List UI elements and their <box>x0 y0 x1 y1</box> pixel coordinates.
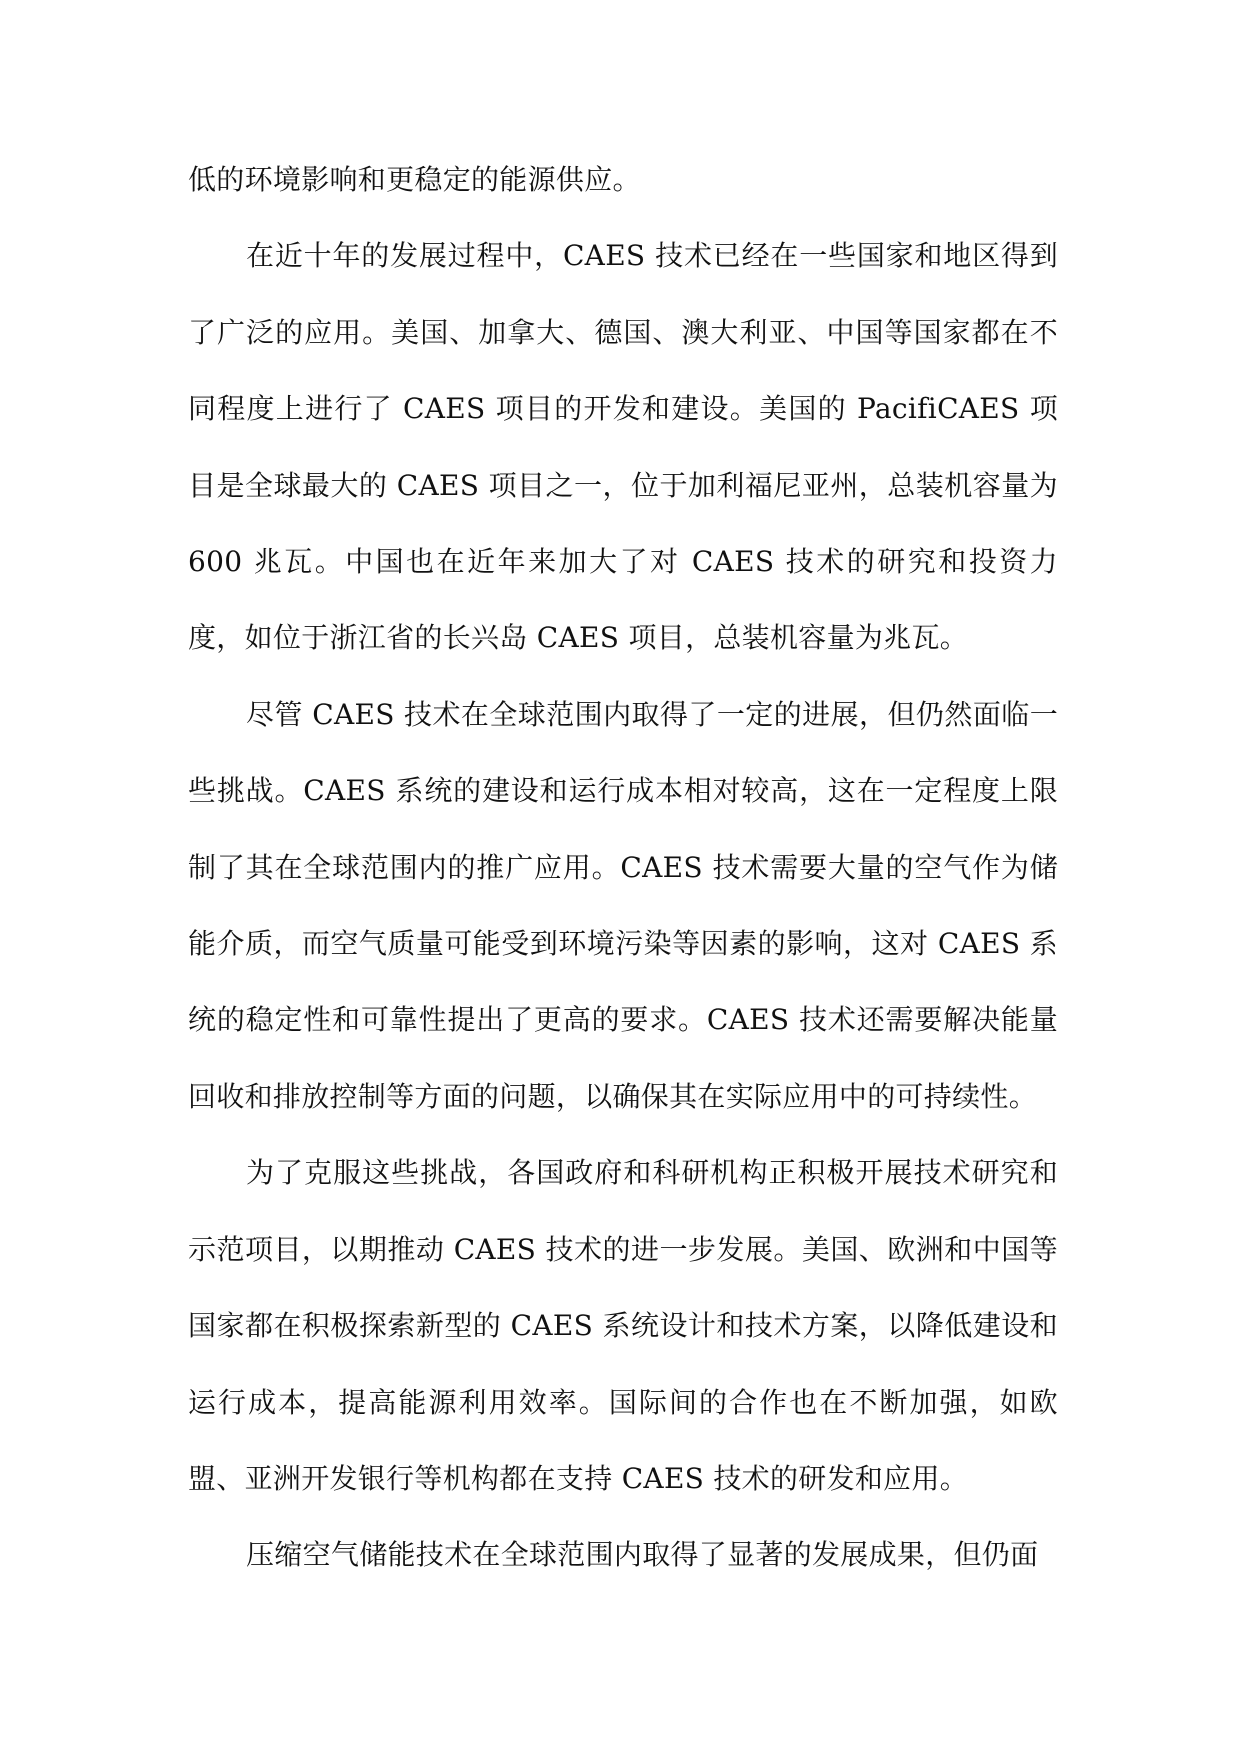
paragraph-caes-applications: 在近十年的发展过程中，CAES 技术已经在一些国家和地区得到了广泛的应用。美国、加拿大、德国、澳大利亚、中国等国家都在不同程度上进行了 CAES 项目的开发和建设。美国的 PacifiCAES 项目是全球最大的 CAES 项目之一，位于加利福尼亚州，总装机容量为 600 兆瓦。中国也在近年来加大了对 CAES 技术的研究和投资力度，如位于浙江省的长兴岛 CAES 项目，总装机容量为兆瓦。 <box>188 239 1058 655</box>
body-text <box>188 142 1058 1594</box>
paragraph-conclusion-start: 压缩空气储能技术在全球范围内取得了显著的发展成果，但仍面 <box>246 1538 1039 1572</box>
paragraph-overcoming-challenges: 为了克服这些挑战，各国政府和科研机构正积极开展技术研究和示范项目，以期推动 CAES 技术的进一步发展。美国、欧洲和中国等国家都在积极探索新型的 CAES 系统设计和技术方案，以降低建设和运行成本，提高能源利用效率。国际间的合作也在不断加强，如欧盟、亚洲开发银行等机构都在支持 CAES 技术的研发和应用。 <box>188 1156 1058 1495</box>
paragraph-caes-challenges: 尽管 CAES 技术在全球范围内取得了一定的进展，但仍然面临一些挑战。CAES 系统的建设和运行成本相对较高，这在一定程度上限制了其在全球范围内的推广应用。CAES 技术需要大量的空气作为储能介质，而空气质量可能受到环境污染等因素的影响，这对 CAES 系统的稳定性和可靠性提出了更高的要求。CAES 技术还需要解决能量回收和排放控制等方面的问题，以确保其在实际应用中的可持续性。 <box>188 697 1058 1113</box>
paragraph-continuation: 低的环境影响和更稳定的能源供应。 <box>188 163 641 196</box>
